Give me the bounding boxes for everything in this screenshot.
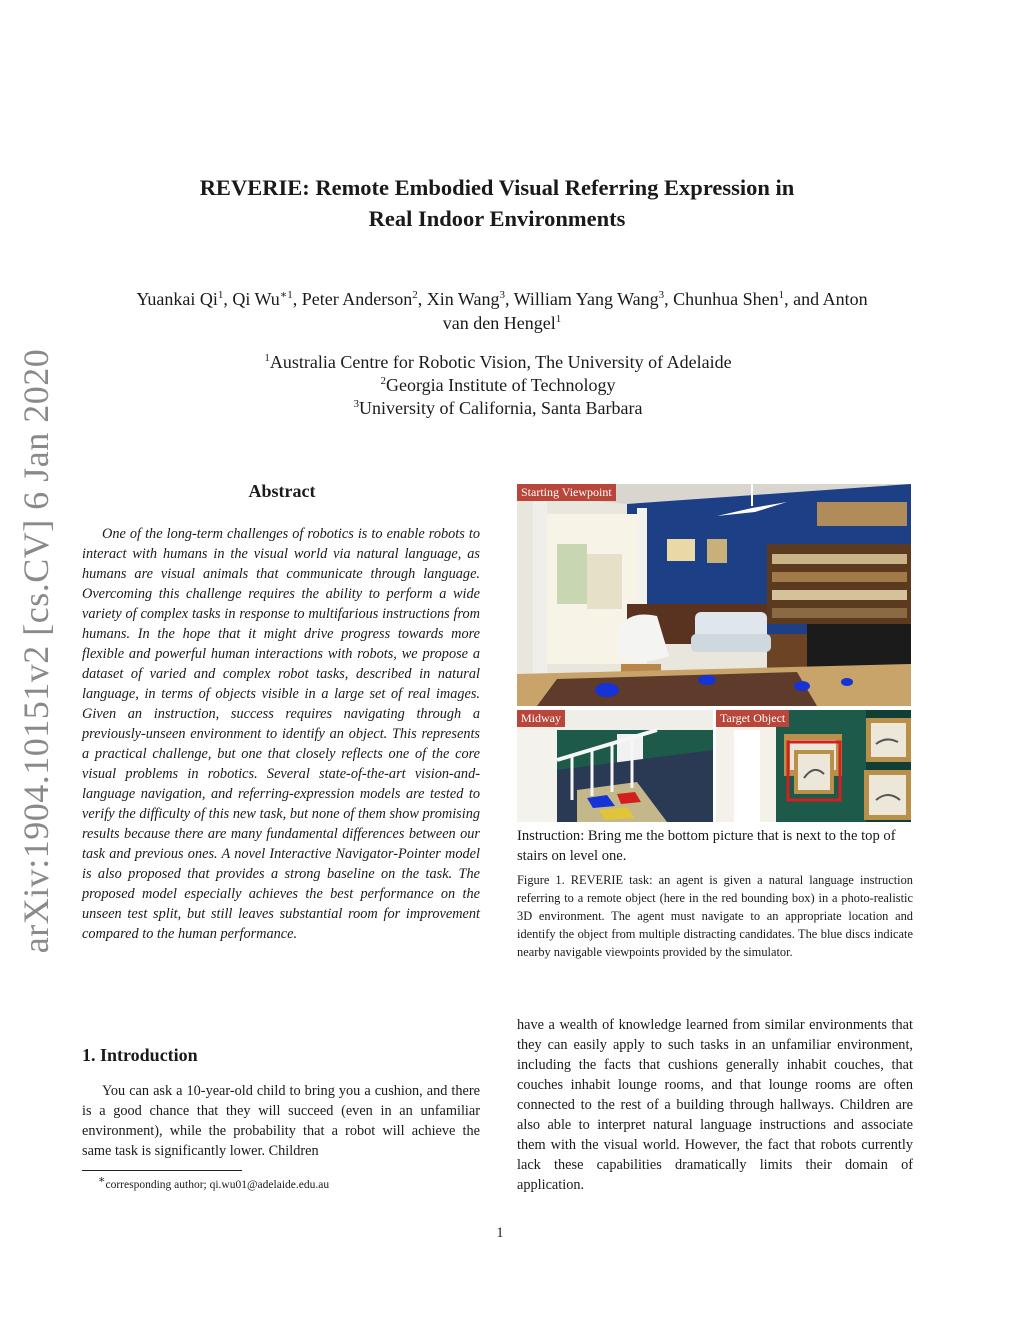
paper-title bbox=[100, 172, 894, 234]
footnote bbox=[98, 1174, 330, 1192]
title-line-2: Real Indoor Environments bbox=[368, 206, 626, 231]
living-room-illustration bbox=[517, 484, 911, 706]
abstract-body: One of the long-term challenges of robotics is to enable robots to interact with humans in the visual world via natural language, as humans are visual animals that communicate through language. Overcoming this challenge requires the ability to perform a wide variety of complex tasks in response to multifarious instructions from humans. In the hope that it might drive progress towards more flexible and powerful human interactions with robots, we propose a dataset of varied and complex robot tasks, described in natural language, in terms of objects visible in a large set of real images. Given an instruction, success requires navigating through a previously-unseen environment to identify an object. This represents a practical challenge, but one that closely reflects one of the core visual problems in robotics. Several state-of-the-art vision-and-language navigation, and referring-expression models are tested to verify the difficulty of this new task, but none of them show promising results because there are many fundamental differences between our task and previous ones. A novel Interactive Navigator-Pointer model is also proposed that provides a strong baseline on the task. The proposed model especially achieves the best performance on the unseen test split, but still leaves substantial room for improvement compared to the human performance. bbox=[82, 526, 480, 942]
author-name: Xin Wang bbox=[426, 289, 500, 309]
arxiv-id: arXiv:1904.10151v2 [cs.CV] 6 Jan 2020 bbox=[16, 348, 56, 954]
affil-text: Australia Centre for Robotic Vision, The University of Adelaide bbox=[269, 352, 732, 372]
author-and: and Anton bbox=[793, 289, 868, 309]
figure-instruction: Instruction: Bring me the bottom picture that is next to the top of stairs on level one. bbox=[517, 828, 896, 864]
author-list: Yuankai Qi$^1$, Qi $Wu^{∗1}$, Peter Anderson$^2$, Xin Wang$^3$, William Yang Wang$^3$, Chunhua Shen$^1$, and Anton van den Hengel$^1$ bbox=[136, 289, 868, 333]
label-target-object: Target Object bbox=[716, 710, 789, 727]
affiliation bbox=[100, 351, 896, 374]
affil-text: Georgia Institute of Technology bbox=[385, 375, 616, 395]
target-object-photo bbox=[716, 710, 911, 822]
author-name: Peter Anderson bbox=[301, 289, 413, 309]
author-name: Yuankai Qi bbox=[136, 289, 218, 309]
title-line-1: REVERIE: Remote Embodied Visual Referring Expression in bbox=[199, 175, 795, 200]
author-affil-mark: 3 bbox=[658, 289, 665, 301]
label-starting-viewpoint: Starting Viewpoint bbox=[517, 484, 616, 501]
right-column-paragraph: have a wealth of knowledge learned from similar environments that they can easily apply to such tasks in an unfamiliar environment, including the facts that cushions generally inhabit couches, that couches inhabit lounge rooms, and that lounge rooms are often connected to the rest of a building through hallways. Children are also able to interpret natural language instructions and associate them with the visual world. However, the fact that robots currently lack these capabilities dramatically limits their domain of application. bbox=[517, 1017, 913, 1193]
author-affil-mark: 1 bbox=[555, 313, 562, 325]
starting-viewpoint-photo bbox=[517, 484, 911, 706]
affiliation bbox=[100, 397, 896, 420]
author-name: van den Hengel bbox=[442, 313, 556, 333]
section-heading: 1. Introduction bbox=[82, 1045, 198, 1065]
author-name: William Yang Wang bbox=[513, 289, 659, 309]
intro-paragraph: You can ask a 10-year-old child to bring you a cushion, and there is a good chance that they will succeed (even in an unfamiliar environment), while the probability that a robot will achieve the same task is significantly lower. Children bbox=[82, 1083, 480, 1159]
author-affil-mark: 3 bbox=[499, 289, 505, 301]
author-affil-mark: 1 bbox=[778, 289, 785, 301]
author-name: Qi Wu bbox=[232, 289, 280, 309]
affil-mark: 3 bbox=[353, 398, 360, 410]
author-name: Chunhua Shen bbox=[673, 289, 779, 309]
affil-mark: 2 bbox=[380, 375, 386, 387]
midway-photo bbox=[517, 710, 713, 822]
abstract-heading: Abstract bbox=[248, 481, 316, 501]
affil-text: University of California, Santa Barbara bbox=[359, 398, 643, 418]
footnote-marker: ∗ bbox=[98, 1174, 106, 1187]
label-midway: Midway bbox=[517, 710, 565, 727]
figure-caption: Figure 1. REVERIE task: an agent is given a natural language instruction referring to a remote object (here in the red bounding box) in a photo-realistic 3D environment. The agent must navigate to an appropriate location and identify the object from multiple distracting candidates. The blue discs indicate nearby navigable viewpoints provided by the simulator. bbox=[517, 873, 913, 959]
affiliation bbox=[100, 374, 896, 397]
author-affil-mark: ∗1 bbox=[279, 289, 293, 301]
arxiv-sidebar bbox=[6, 348, 66, 954]
affiliation-list bbox=[100, 351, 896, 420]
affil-mark: 1 bbox=[264, 352, 270, 364]
page-number: 1 bbox=[496, 1225, 504, 1241]
footnote-divider bbox=[82, 1170, 242, 1171]
author-affil-mark: 1 bbox=[217, 289, 224, 301]
author-affil-mark: 2 bbox=[412, 289, 418, 301]
footnote-text: corresponding author; qi.wu01@adelaide.edu.au bbox=[105, 1179, 330, 1191]
